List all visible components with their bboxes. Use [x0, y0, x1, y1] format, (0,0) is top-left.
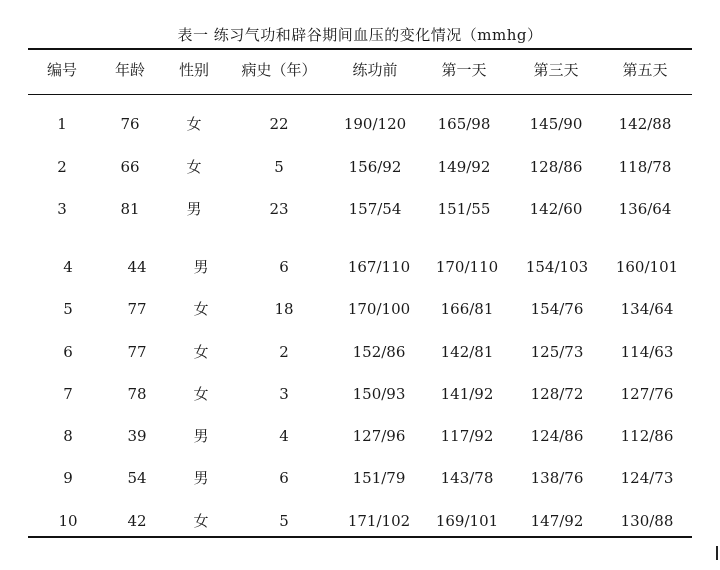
- top-rule: [28, 48, 692, 50]
- cell-sex: 男: [193, 427, 209, 445]
- cell-day1: 170/110: [435, 258, 499, 276]
- cell-day5: 136/64: [618, 200, 672, 218]
- table-row: [0, 383, 720, 405]
- cell-before: 170/100: [347, 300, 411, 318]
- table-row: [0, 425, 720, 447]
- cell-history: 5: [279, 512, 289, 530]
- table-row: [0, 198, 720, 220]
- cell-before: 167/110: [347, 258, 411, 276]
- header-before: 练功前: [352, 61, 398, 79]
- table-header: [0, 59, 720, 81]
- cell-day3: 128/86: [529, 158, 583, 176]
- cell-sex: 女: [193, 300, 209, 318]
- table-row: [0, 510, 720, 532]
- cell-day1: 143/78: [440, 469, 494, 487]
- header-age: 年龄: [114, 61, 146, 79]
- cell-day5: 130/88: [620, 512, 674, 530]
- cell-day3: 147/92: [530, 512, 584, 530]
- cell-history: 5: [274, 158, 284, 176]
- cell-age: 54: [127, 469, 147, 487]
- cell-day3: 138/76: [530, 469, 584, 487]
- cell-day5: 142/88: [618, 115, 672, 133]
- cell-id: 9: [63, 469, 73, 487]
- cell-day1: 169/101: [435, 512, 499, 530]
- table-row: [0, 298, 720, 320]
- cell-sex: 女: [193, 343, 209, 361]
- header-day3: 第三天: [533, 61, 579, 79]
- cell-day5: 134/64: [620, 300, 674, 318]
- cell-id: 4: [63, 258, 73, 276]
- cell-id: 7: [63, 385, 73, 403]
- cell-age: 76: [120, 115, 140, 133]
- cell-age: 44: [127, 258, 147, 276]
- cell-sex: 女: [186, 158, 202, 176]
- cell-history: 6: [279, 469, 289, 487]
- header-rule: [28, 94, 692, 95]
- cell-before: 157/54: [348, 200, 402, 218]
- cell-age: 42: [127, 512, 147, 530]
- cell-history: 18: [274, 300, 294, 318]
- cell-id: 10: [58, 512, 78, 530]
- cell-history: 22: [269, 115, 289, 133]
- cell-day3: 124/86: [530, 427, 584, 445]
- cell-before: 151/79: [352, 469, 406, 487]
- cell-day5: 127/76: [620, 385, 674, 403]
- cell-day5: 124/73: [620, 469, 674, 487]
- cell-id: 1: [57, 115, 67, 133]
- cell-age: 39: [127, 427, 147, 445]
- table-title: 表一 练习气功和辟谷期间血压的变化情况（mmhg）: [177, 26, 543, 44]
- cell-day1: 117/92: [440, 427, 494, 445]
- cell-day3: 154/103: [525, 258, 589, 276]
- cell-id: 8: [63, 427, 73, 445]
- cell-before: 150/93: [352, 385, 406, 403]
- cell-day3: 125/73: [530, 343, 584, 361]
- cell-day3: 145/90: [529, 115, 583, 133]
- cell-before: 156/92: [348, 158, 402, 176]
- cell-sex: 女: [193, 512, 209, 530]
- cell-history: 2: [279, 343, 289, 361]
- cell-day3: 154/76: [530, 300, 584, 318]
- cell-id: 2: [57, 158, 67, 176]
- cell-day1: 165/98: [437, 115, 491, 133]
- cell-age: 78: [127, 385, 147, 403]
- cell-day5: 114/63: [620, 343, 674, 361]
- cell-day5: 118/78: [618, 158, 672, 176]
- table-row: [0, 341, 720, 363]
- cell-id: 5: [63, 300, 73, 318]
- cell-history: 3: [279, 385, 289, 403]
- cell-before: 190/120: [343, 115, 407, 133]
- cell-sex: 男: [193, 258, 209, 276]
- header-id: 编号: [46, 61, 78, 79]
- cell-id: 6: [63, 343, 73, 361]
- cell-day1: 142/81: [440, 343, 494, 361]
- cell-history: 6: [279, 258, 289, 276]
- cell-day5: 160/101: [615, 258, 679, 276]
- cell-before: 152/86: [352, 343, 406, 361]
- cell-sex: 女: [193, 385, 209, 403]
- header-day1: 第一天: [441, 61, 487, 79]
- cell-sex: 女: [186, 115, 202, 133]
- header-sex: 性别: [178, 61, 210, 79]
- cell-age: 66: [120, 158, 140, 176]
- table-row: [0, 156, 720, 178]
- cell-history: 23: [269, 200, 289, 218]
- cell-age: 77: [127, 343, 147, 361]
- table-row: [0, 113, 720, 135]
- cell-sex: 男: [193, 469, 209, 487]
- cell-before: 171/102: [347, 512, 411, 530]
- cell-day3: 128/72: [530, 385, 584, 403]
- cell-day1: 166/81: [440, 300, 494, 318]
- bottom-rule: [28, 536, 692, 538]
- header-day5: 第五天: [622, 61, 668, 79]
- cell-day5: 112/86: [620, 427, 674, 445]
- table-row: [0, 256, 720, 278]
- cell-history: 4: [279, 427, 289, 445]
- cell-id: 3: [57, 200, 67, 218]
- cell-day1: 151/55: [437, 200, 491, 218]
- edge-mark: [716, 546, 718, 560]
- cell-day3: 142/60: [529, 200, 583, 218]
- cell-age: 77: [127, 300, 147, 318]
- cell-age: 81: [120, 200, 140, 218]
- table-row: [0, 467, 720, 489]
- cell-before: 127/96: [352, 427, 406, 445]
- cell-day1: 149/92: [437, 158, 491, 176]
- cell-day1: 141/92: [440, 385, 494, 403]
- header-history: 病史（年）: [241, 61, 317, 79]
- cell-sex: 男: [186, 200, 202, 218]
